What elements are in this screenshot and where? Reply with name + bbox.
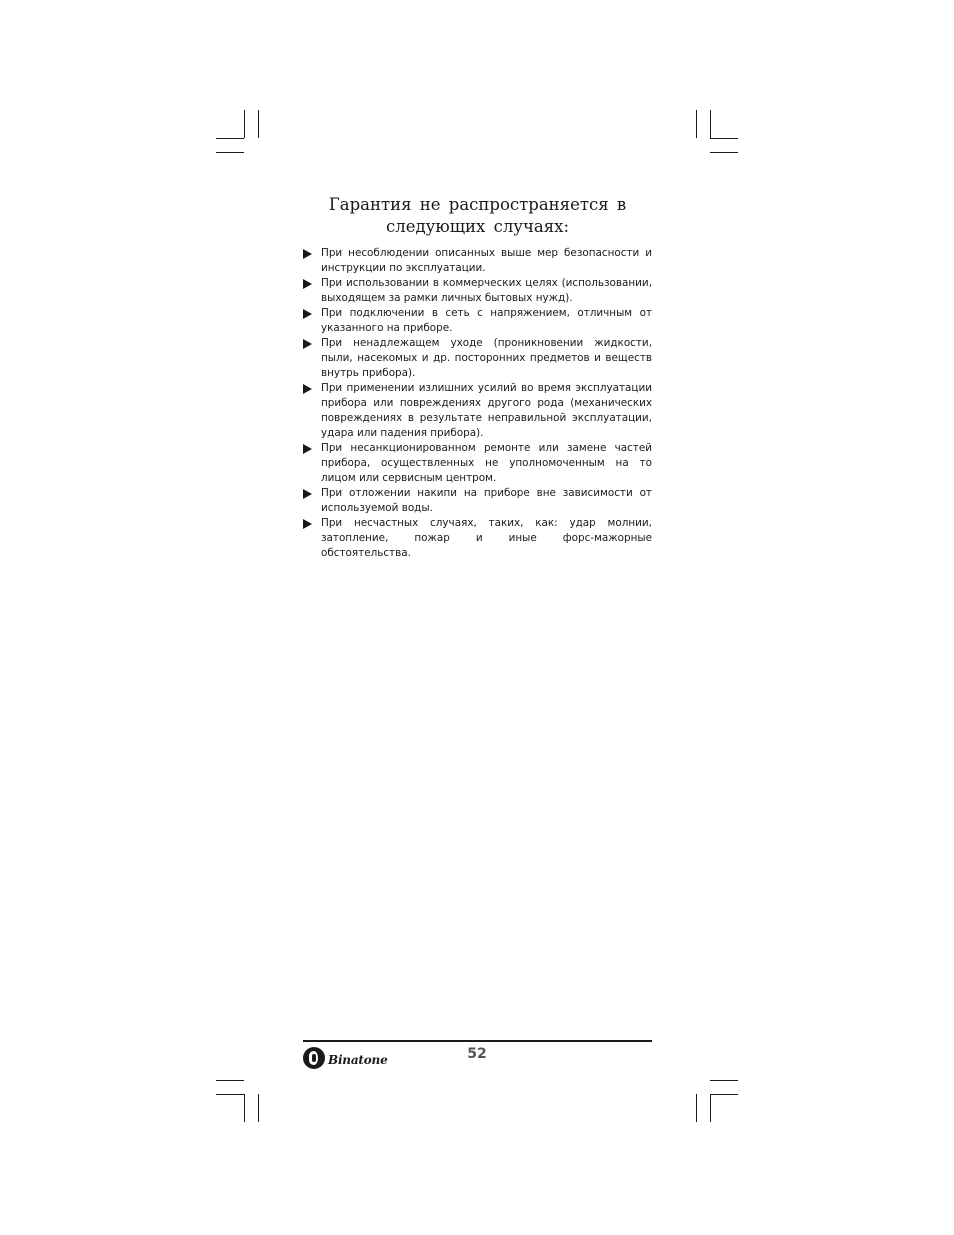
list-item — [303, 246, 652, 276]
crop-mark-bottom-left-v2 — [258, 1094, 259, 1122]
triangle-right-icon — [303, 489, 312, 499]
triangle-right-icon — [303, 339, 312, 349]
list-item — [303, 381, 652, 441]
brand-logo — [303, 1047, 388, 1069]
crop-mark-bottom-right-v2 — [710, 1094, 711, 1122]
list-item-text: При использовании в коммерческих целях (использовании, выходящем за рамки личных бытовых нужд). — [321, 277, 652, 304]
page-number: 52 — [467, 1046, 487, 1062]
crop-mark-bottom-right-v1 — [696, 1094, 697, 1122]
crop-mark-top-left-v1 — [244, 110, 245, 138]
crop-mark-top-left-h — [216, 152, 244, 153]
list-item — [303, 516, 652, 561]
triangle-right-icon — [303, 309, 312, 319]
triangle-right-icon — [303, 384, 312, 394]
crop-mark-bottom-left-h2 — [216, 1094, 244, 1095]
list-item — [303, 486, 652, 516]
section-title-line-2: следующих случаях: — [385, 217, 570, 236]
list-item — [303, 276, 652, 306]
list-item-text: При отложении накипи на приборе вне зависимости от используемой воды. — [321, 487, 652, 514]
triangle-right-icon — [303, 249, 312, 259]
list-item-text: При несанкционированном ремонте или замене частей прибора, осуществленных не уполномоченным на то лицом или сервисным центром. — [321, 442, 652, 484]
list-item-text: При применении излишних усилий во время эксплуатации прибора или повреждениях другого рода (механических повреждениях в результате неправильной эксплуатации, удара или падения прибора). — [321, 382, 652, 439]
crop-mark-top-right-h2 — [710, 152, 738, 153]
triangle-right-icon — [303, 444, 312, 454]
list-item — [303, 441, 652, 486]
list-item-text: При несоблюдении описанных выше мер безопасности и инструкции по эксплуатации. — [321, 247, 652, 274]
crop-mark-bottom-left-h1 — [216, 1080, 244, 1081]
brand-name: Binatone — [328, 1053, 388, 1067]
section-title — [303, 194, 652, 238]
section-title-line-1: Гарантия не распространяется в — [328, 195, 627, 214]
triangle-right-icon — [303, 279, 312, 289]
list-item-text: При несчастных случаях, таких, как: удар молнии, затопление, пожар и иные форс-мажорные обстоятельства. — [321, 517, 652, 559]
triangle-right-icon — [303, 519, 312, 529]
exclusions-list — [303, 246, 652, 561]
list-item — [303, 306, 652, 336]
binatone-logo-icon — [303, 1047, 325, 1069]
crop-mark-top-right-v2 — [710, 110, 711, 138]
crop-mark-top-right-h1 — [710, 138, 738, 139]
crop-mark-top-left-v2 — [258, 110, 259, 138]
list-item-text: При ненадлежащем уходе (проникновении жидкости, пыли, насекомых и др. посторонних предметов и веществ внутрь прибора). — [321, 337, 652, 379]
crop-mark-bottom-right-h1 — [710, 1080, 738, 1081]
list-item — [303, 336, 652, 381]
crop-mark-bottom-right-h2 — [710, 1094, 738, 1095]
crop-mark-bottom-left-v1 — [244, 1094, 245, 1122]
crop-mark-top-left-h2 — [216, 138, 244, 139]
crop-mark-top-right-v1 — [696, 110, 697, 138]
list-item-text: При подключении в сеть с напряжением, отличным от указанного на приборе. — [321, 307, 652, 334]
footer-rule — [303, 1040, 652, 1042]
